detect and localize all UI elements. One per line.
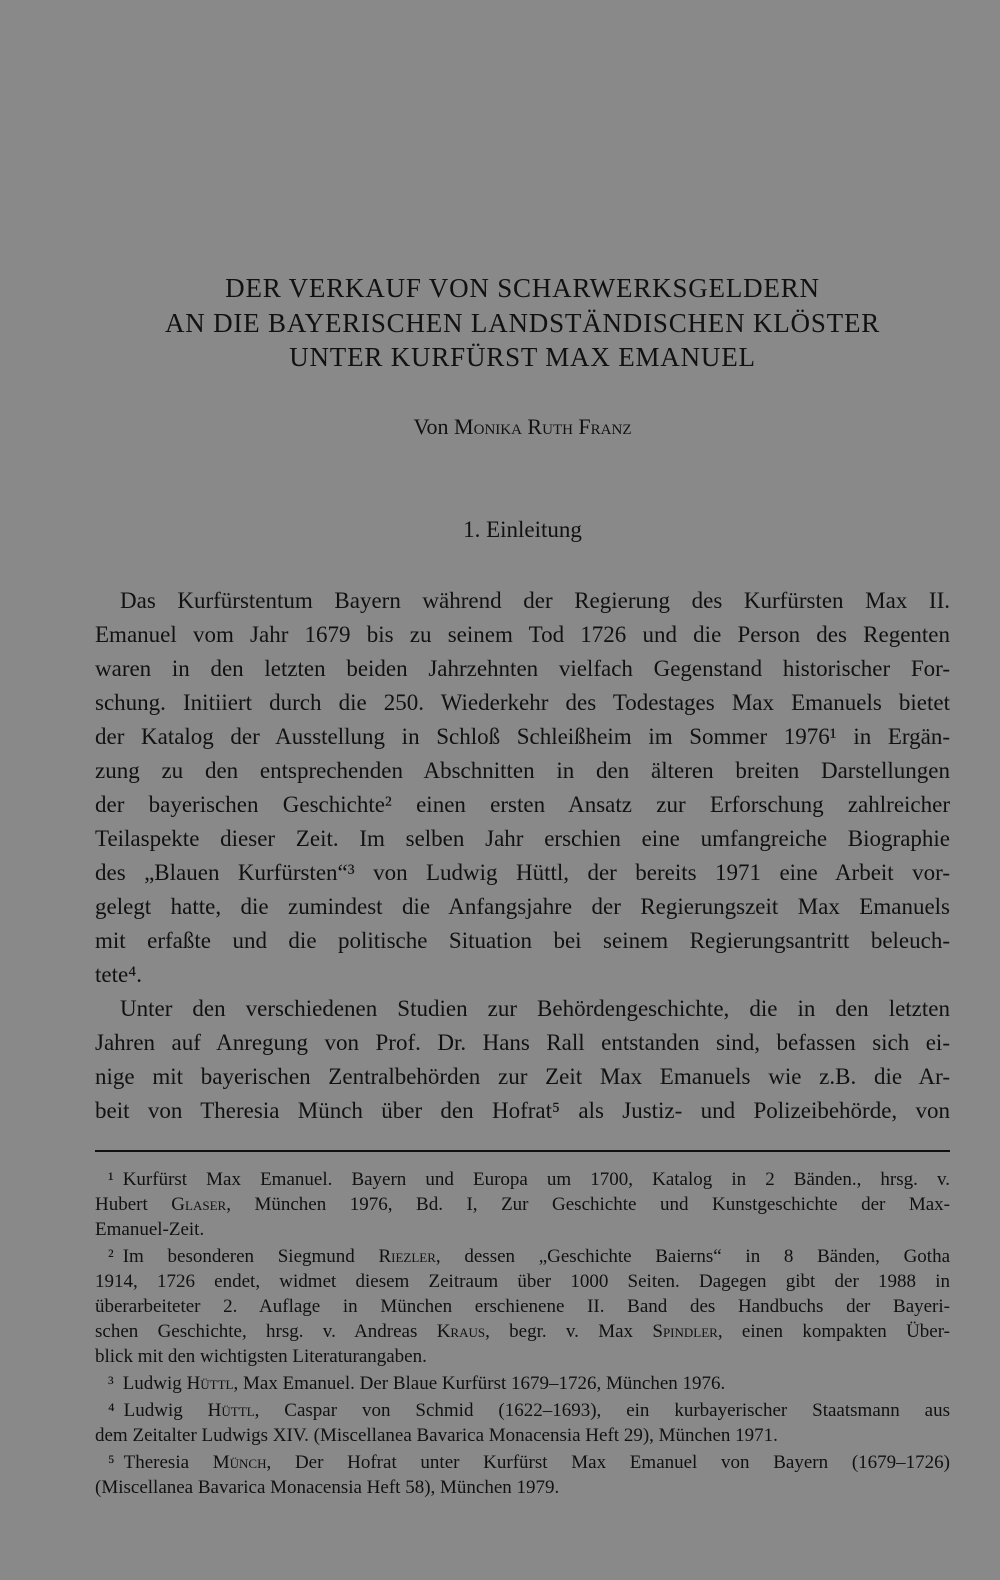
footnote-text: Ludwig — [123, 1400, 208, 1421]
body-text — [95, 584, 950, 1128]
footnote — [95, 1244, 950, 1369]
body-line: mit erfaßte und die politische Situation bei seinem Regierungsantritt beleuch- — [95, 928, 950, 953]
footnote-line — [95, 1244, 950, 1269]
footnote-text: Ludwig — [122, 1373, 187, 1394]
footnote — [95, 1371, 950, 1396]
footnote-line — [95, 1319, 950, 1344]
author-surname: Münch — [212, 1452, 267, 1473]
footnotes — [95, 1167, 950, 1500]
footnote-mark: ³ — [108, 1373, 114, 1394]
body-line: tete⁴. — [95, 962, 142, 987]
footnote-line — [95, 1167, 950, 1192]
body-line: des „Blauen Kurfürsten“³ von Ludwig Hüttl, der bereits 1971 eine Arbeit vor- — [95, 860, 950, 885]
author-surname: Hüttl — [207, 1400, 255, 1421]
body-line: waren in den letzten beiden Jahrzehnten vielfach Gegenstand historischer For- — [95, 656, 950, 681]
body-line: der bayerischen Geschichte² einen ersten Ansatz zur Erforschung zahlreicher — [95, 792, 950, 817]
footnote-text: Emanuel-Zeit. — [95, 1219, 205, 1240]
author-surname: Glaser — [171, 1194, 227, 1215]
footnote-line — [95, 1423, 950, 1448]
footnote-rule — [95, 1150, 950, 1152]
footnote-text: , einen kompakten Über- — [717, 1321, 951, 1342]
footnote — [95, 1167, 950, 1242]
footnote-text: überarbeiteter 2. Auflage in München erschienene II. Band des Handbuchs der Bayeri- — [95, 1296, 950, 1317]
body-line: Das Kurfürstentum Bayern während der Regierung des Kurfürsten Max II. — [120, 588, 950, 613]
author-surname: Riezler — [378, 1246, 436, 1267]
section-heading: 1. Einleitung — [463, 517, 582, 542]
body-line: beit von Theresia Münch über den Hofrat⁵ als Justiz- und Polizeibehörde, von — [95, 1098, 950, 1123]
footnote-line — [95, 1344, 950, 1369]
footnote-text: , Der Hofrat unter Kurfürst Max Emanuel von Bayern (1679–1726) — [266, 1452, 950, 1473]
footnote-mark: ⁴ — [108, 1400, 115, 1421]
footnote-line — [95, 1192, 950, 1217]
body-line: Emanuel vom Jahr 1679 bis zu seinem Tod 1726 und die Person des Regenten — [95, 622, 950, 647]
body-line: Teilaspekte dieser Zeit. Im selben Jahr erschien eine umfangreiche Biographie — [95, 826, 950, 851]
author-line — [95, 412, 950, 442]
body-line: Jahren auf Anregung von Prof. Dr. Hans Rall entstanden sind, befassen sich ei- — [95, 1030, 950, 1055]
body-line: zung zu den entsprechenden Abschnitten in den älteren breiten Darstellungen — [95, 758, 950, 783]
body-line: Unter den verschiedenen Studien zur Behördengeschichte, die in den letzten — [120, 996, 950, 1021]
footnote-text: blick mit den wichtigsten Literaturangaben. — [95, 1346, 427, 1367]
body-line: schung. Initiiert durch die 250. Wiederkehr des Todestages Max Emanuels bietet — [95, 690, 950, 715]
footnote-text: , dessen „Geschichte Baierns“ in 8 Bänden, Gotha — [435, 1246, 951, 1267]
footnote — [95, 1398, 950, 1448]
footnote-mark: ² — [108, 1246, 114, 1267]
title-line: UNTER KURFÜRST MAX EMANUEL — [289, 342, 756, 372]
footnote-text: schen Geschichte, hrsg. v. Andreas — [95, 1321, 437, 1342]
footnote-text: Theresia — [123, 1452, 213, 1473]
author-prefix: Von — [413, 414, 449, 439]
footnote-text: 1914, 1726 endet, widmet diesem Zeitraum über 1000 Seiten. Dagegen gibt der 1988 in — [95, 1271, 950, 1292]
footnote-mark: ⁵ — [108, 1452, 115, 1473]
footnote-text: , Max Emanuel. Der Blaue Kurfürst 1679–1726, München 1976. — [233, 1373, 726, 1394]
footnote-line — [95, 1371, 950, 1396]
author-surname: Kraus — [436, 1321, 486, 1342]
footnote-text: , Caspar von Schmid (1622–1693), ein kurbayerischer Staatsmann aus — [254, 1400, 951, 1421]
body-line: gelegt hatte, die zumindest die Anfangsjahre der Regierungszeit Max Emanuels — [95, 894, 950, 919]
body-paragraph — [95, 992, 950, 1128]
footnote-text: (Miscellanea Bavarica Monacensia Heft 58), München 1979. — [95, 1477, 560, 1498]
body-line: nige mit bayerischen Zentralbehörden zur Zeit Max Emanuels wie z.B. die Ar- — [95, 1064, 950, 1089]
footnote-line — [95, 1269, 950, 1294]
footnote-text: dem Zeitalter Ludwigs XIV. (Miscellanea Bavarica Monacensia Heft 29), München 1971. — [95, 1425, 778, 1446]
title-line: AN DIE BAYERISCHEN LANDSTÄNDISCHEN KLÖSTER — [164, 307, 881, 338]
footnote-line — [95, 1475, 950, 1500]
footnote-text: , begr. v. Max — [485, 1321, 653, 1342]
footnote-text: , München 1976, Bd. I, Zur Geschichte und Kunstgeschichte der Max- — [226, 1194, 951, 1215]
article-title — [95, 271, 950, 375]
footnote-line — [95, 1217, 950, 1242]
footnote-line — [95, 1450, 950, 1475]
footnote-text: Hubert — [95, 1194, 172, 1215]
footnote-text: Im besonderen Siegmund — [122, 1246, 379, 1267]
footnote-mark: ¹ — [108, 1169, 114, 1190]
footnote — [95, 1450, 950, 1500]
author-surname: Spindler — [652, 1321, 718, 1342]
footnote-line — [95, 1294, 950, 1319]
body-line: der Katalog der Ausstellung in Schloß Schleißheim im Sommer 1976¹ in Ergän- — [95, 724, 950, 749]
title-line: DER VERKAUF VON SCHARWERKSGELDERN — [225, 273, 820, 303]
author-surname: Hüttl — [186, 1373, 234, 1394]
footnote-line — [95, 1398, 950, 1423]
body-paragraph — [95, 584, 950, 992]
footnote-text: Kurfürst Max Emanuel. Bayern und Europa um 1700, Katalog in 2 Bänden., hrsg. v. — [122, 1169, 950, 1190]
author-name: Monika Ruth Franz — [454, 414, 632, 439]
